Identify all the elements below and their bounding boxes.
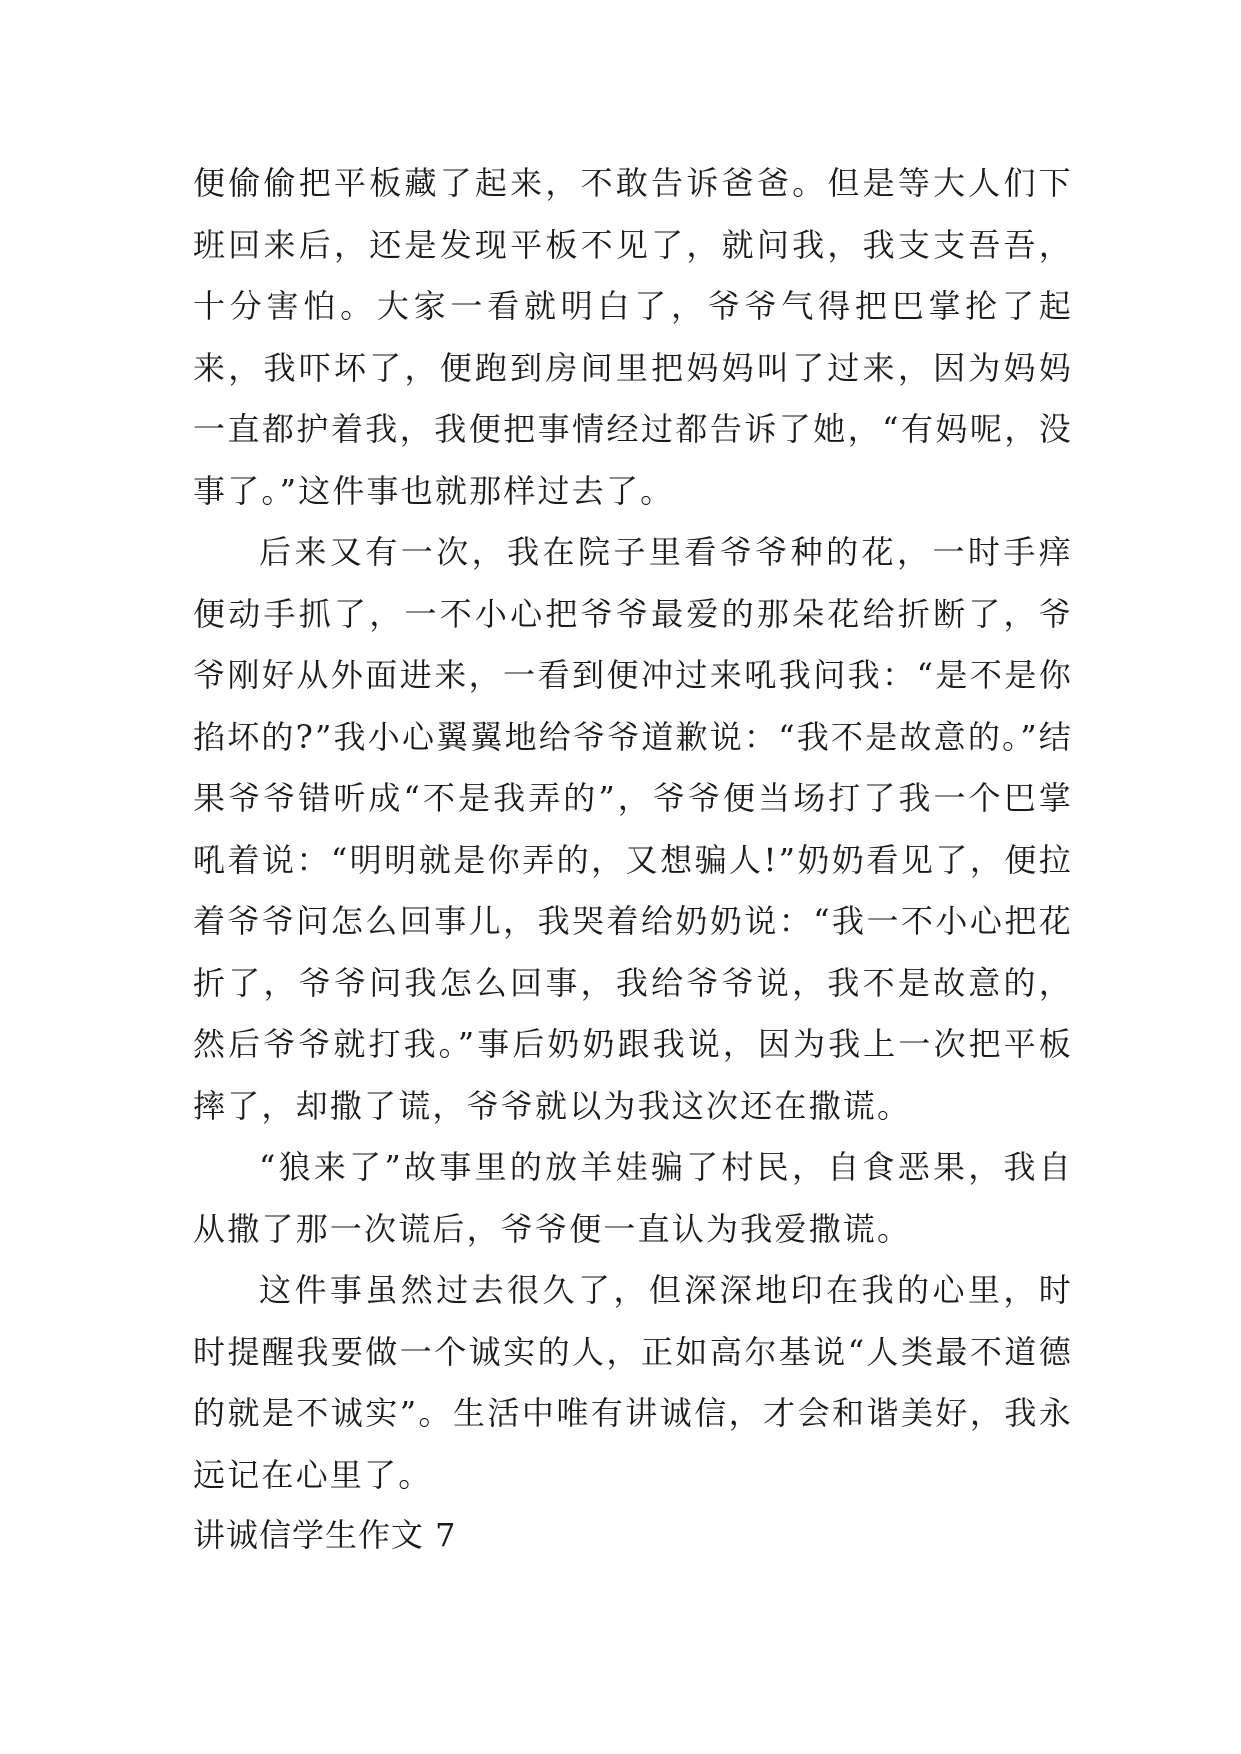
paragraph-flower-incident: 后来又有一次，我在院子里看爷爷种的花，一时手痒便动手抓了，一不小心把爷爷最爱的那朵花给折断了，爷爷刚好从外面进来，一看到便冲过来吼我问我：“是不是你掐坏的?”我小心翼翼地给爷爷道歉说：“我不是故意的。”结果爷爷错听成“不是我弄的”，爷爷便当场打了我一个巴掌吼着说：“明明就是你弄的，又想骗人!”奶奶看见了，便拉着爷爷问怎么回事儿，我哭着给奶奶说：“我一不小心把花折了，爷爷问我怎么回事，我给爷爷说，我不是故意的，然后爷爷就打我。”事后奶奶跟我说，因为我上一次把平板摔了，却撒了谎，爷爷就以为我这次还在撒谎。	[193, 533, 1073, 1125]
paragraph-continuation: 便偷偷把平板藏了起来，不敢告诉爸爸。但是等大人们下班回来后，还是发现平板不见了，就问我，我支支吾吾，十分害怕。大家一看就明白了，爷爷气得把巴掌抡了起来，我吓坏了，便跑到房间里把妈妈叫了过来，因为妈妈一直都护着我，我便把事情经过都告诉了她，“有妈呢，没事了。”这件事也就那样过去了。	[193, 164, 1073, 510]
essay-heading: 讲诚信学生作文 7	[193, 1516, 457, 1554]
paragraph-conclusion: 这件事虽然过去很久了，但深深地印在我的心里，时时提醒我要做一个诚实的人，正如高尔基说“人类最不道德的就是不诚实”。生活中唯有讲诚信，才会和谐美好，我永远记在心里了。	[193, 1271, 1073, 1494]
document-body	[193, 153, 1073, 1506]
paragraph-wolf-story: “狼来了”故事里的放羊娃骗了村民，自食恶果，我自从撒了那一次谎后，爷爷便一直认为我爱撒谎。	[193, 1148, 1073, 1248]
